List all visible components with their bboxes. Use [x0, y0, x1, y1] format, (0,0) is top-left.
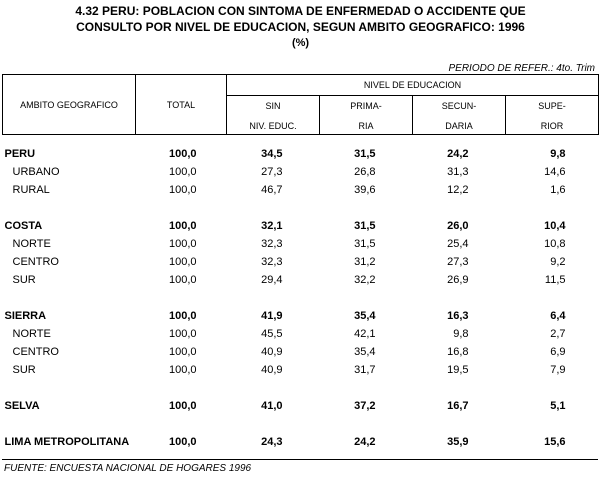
source-note: FUENTE: ENCUESTA NACIONAL DE HOGARES 1996 — [4, 463, 252, 474]
table-row — [3, 325, 599, 343]
table-row — [3, 307, 599, 325]
cell-total: 100,0 — [168, 274, 197, 286]
table-row — [3, 217, 599, 235]
cell-primaria: 31,5 — [354, 148, 376, 160]
cell-sin: 32,1 — [261, 220, 283, 232]
spacer-row — [3, 135, 599, 146]
cell-secundaria: 9,8 — [453, 328, 469, 340]
row-ambito: CENTRO — [12, 256, 59, 268]
row-ambito: COSTA — [4, 220, 43, 232]
row-ambito: NORTE — [12, 238, 51, 250]
cell-total: 100,0 — [168, 436, 197, 448]
spacer-cell — [3, 379, 599, 397]
cell-superior: 6,4 — [550, 310, 566, 322]
cell-sin: 40,9 — [261, 364, 283, 376]
header-nivel-educacion: NIVEL DE EDUCACION — [227, 75, 599, 96]
cell-total: 100,0 — [168, 166, 197, 178]
table-row — [3, 145, 599, 163]
row-ambito: SUR — [12, 274, 36, 286]
cell-secundaria: 24,2 — [447, 148, 469, 160]
cell-superior: 15,6 — [544, 436, 566, 448]
row-ambito: RURAL — [12, 184, 50, 196]
row-ambito: NORTE — [12, 328, 51, 340]
cell-secundaria: 26,0 — [447, 220, 469, 232]
header-superior-line-2: RIOR — [540, 121, 564, 131]
cell-primaria: 31,2 — [354, 256, 376, 268]
cell-sin: 32,3 — [261, 238, 283, 250]
cell-superior: 11,5 — [544, 274, 566, 286]
cell-sin: 40,9 — [261, 346, 283, 358]
cell-superior: 9,8 — [550, 148, 566, 160]
header-total: TOTAL — [136, 75, 227, 135]
header-ambito: AMBITO GEOGRAFICO — [3, 75, 136, 135]
table-row — [3, 361, 599, 379]
cell-sin: 32,3 — [261, 256, 283, 268]
cell-primaria: 31,7 — [354, 364, 376, 376]
cell-sin: 27,3 — [261, 166, 283, 178]
cell-total: 100,0 — [168, 328, 197, 340]
cell-superior: 2,7 — [550, 328, 566, 340]
cell-secundaria: 35,9 — [447, 436, 469, 448]
cell-primaria: 35,4 — [354, 310, 376, 322]
table-bottom-rule — [2, 459, 598, 460]
row-ambito: URBANO — [12, 166, 60, 178]
row-ambito: SUR — [12, 364, 36, 376]
cell-primaria: 35,4 — [354, 346, 376, 358]
cell-primaria: 24,2 — [354, 436, 376, 448]
cell-secundaria: 25,4 — [447, 238, 469, 250]
table-row — [3, 253, 599, 271]
header-primaria — [320, 96, 413, 135]
table-title-line-2: CONSULTO POR NIVEL DE EDUCACION, SEGUN AMBITO GEOGRAFICO: 1996 — [76, 20, 525, 34]
cell-sin: 45,5 — [261, 328, 283, 340]
cell-superior: 1,6 — [550, 184, 566, 196]
cell-total: 100,0 — [168, 364, 197, 376]
cell-secundaria: 26,9 — [447, 274, 469, 286]
table-row — [3, 235, 599, 253]
cell-total: 100,0 — [168, 148, 197, 160]
header-superior-line-1: SUPE- — [538, 101, 566, 111]
cell-sin: 46,7 — [261, 184, 283, 196]
cell-total: 100,0 — [168, 256, 197, 268]
spacer-row — [3, 415, 599, 433]
reference-period: PERIODO DE REFER.: 4to. Trim — [448, 63, 595, 74]
table-title-line-1: 4.32 PERU: POBLACION CON SINTOMA DE ENFERMEDAD O ACCIDENTE QUE — [75, 4, 526, 18]
cell-total: 100,0 — [168, 346, 197, 358]
cell-primaria: 26,8 — [354, 166, 376, 178]
spacer-cell — [3, 135, 599, 146]
cell-superior: 6,9 — [550, 346, 566, 358]
header-superior — [506, 96, 599, 135]
table-row — [3, 181, 599, 199]
header-sin-line-1: SIN — [265, 101, 281, 111]
table-row — [3, 271, 599, 289]
data-table — [2, 74, 599, 451]
cell-secundaria: 12,2 — [447, 184, 469, 196]
cell-secundaria: 16,7 — [447, 400, 469, 412]
table-row — [3, 397, 599, 415]
cell-total: 100,0 — [168, 220, 197, 232]
cell-primaria: 39,6 — [354, 184, 376, 196]
cell-secundaria: 31,3 — [447, 166, 469, 178]
header-primaria-line-1: PRIMA- — [350, 101, 382, 111]
cell-sin: 24,3 — [261, 436, 283, 448]
table-title-unit: (%) — [291, 37, 310, 49]
cell-total: 100,0 — [168, 400, 197, 412]
spacer-cell — [3, 289, 599, 307]
row-ambito: PERU — [4, 148, 36, 160]
cell-total: 100,0 — [168, 184, 197, 196]
cell-superior: 7,9 — [550, 364, 566, 376]
row-ambito: SELVA — [4, 400, 40, 412]
cell-sin: 41,9 — [261, 310, 283, 322]
cell-primaria: 31,5 — [354, 238, 376, 250]
cell-total: 100,0 — [168, 238, 197, 250]
row-ambito: CENTRO — [12, 346, 59, 358]
cell-superior: 14,6 — [544, 166, 566, 178]
spacer-row — [3, 289, 599, 307]
cell-superior: 9,2 — [550, 256, 566, 268]
cell-secundaria: 16,3 — [447, 310, 469, 322]
cell-primaria: 31,5 — [354, 220, 376, 232]
table-row — [3, 163, 599, 181]
cell-superior: 10,4 — [544, 220, 566, 232]
cell-secundaria: 16,8 — [447, 346, 469, 358]
cell-sin: 34,5 — [261, 148, 283, 160]
cell-sin: 29,4 — [261, 274, 283, 286]
row-ambito: LIMA METROPOLITANA — [4, 436, 130, 448]
header-secundaria-line-1: SECUN- — [441, 101, 477, 111]
header-sin-nivel — [227, 96, 320, 135]
spacer-cell — [3, 415, 599, 433]
cell-primaria: 32,2 — [354, 274, 376, 286]
spacer-cell — [3, 199, 599, 217]
spacer-row — [3, 199, 599, 217]
header-primaria-line-2: RIA — [358, 121, 374, 131]
row-ambito: SIERRA — [4, 310, 47, 322]
cell-superior: 5,1 — [550, 400, 566, 412]
spacer-row — [3, 379, 599, 397]
table-row — [3, 433, 599, 451]
header-sin-line-2: NIV. EDUC. — [249, 121, 297, 131]
cell-primaria: 42,1 — [354, 328, 376, 340]
cell-primaria: 37,2 — [354, 400, 376, 412]
table-row — [3, 343, 599, 361]
header-secundaria — [413, 96, 506, 135]
cell-sin: 41,0 — [261, 400, 283, 412]
cell-superior: 10,8 — [544, 238, 566, 250]
cell-total: 100,0 — [168, 310, 197, 322]
cell-secundaria: 19,5 — [447, 364, 469, 376]
header-secundaria-line-2: DARIA — [445, 121, 473, 131]
cell-secundaria: 27,3 — [447, 256, 469, 268]
